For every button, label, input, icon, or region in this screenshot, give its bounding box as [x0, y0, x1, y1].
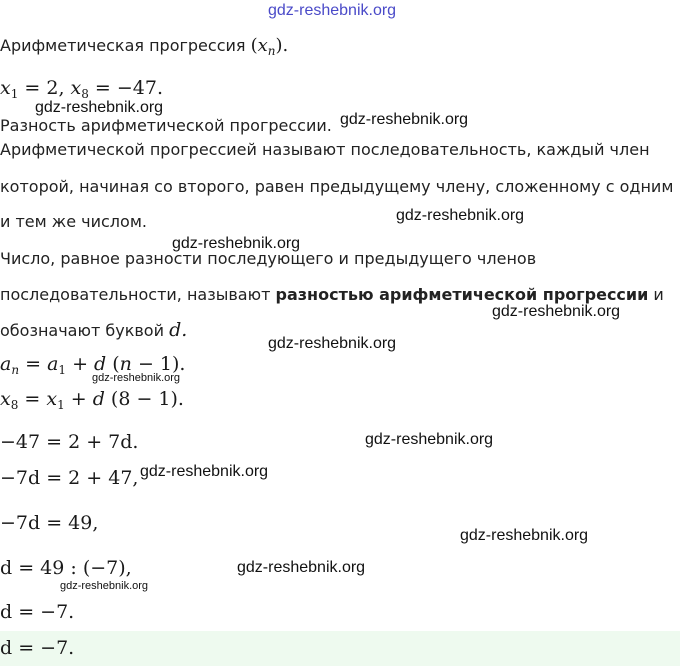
step-5: d = −7. [0, 601, 75, 623]
step-2: −7d = 2 + 47, [0, 467, 139, 489]
step-1: −47 = 2 + 7d. [0, 431, 139, 453]
difference-line-3-text: обозначают буквой [0, 321, 170, 340]
difference-line-2-start: последовательности, называют [0, 285, 276, 304]
watermark-small: gdz-reshebnik.org [92, 372, 181, 384]
definition-line-3: и тем же числом. [0, 212, 147, 231]
watermark: gdz-reshebnik.org [365, 431, 494, 448]
step-4: d = 49 : (−7), [0, 557, 132, 579]
task-text: Разность арифметической прогрессии. [0, 116, 332, 135]
watermark: gdz-reshebnik.org [172, 235, 301, 252]
difference-line-3 [0, 318, 187, 342]
formula-x8: $x_8 = x_1 + d$ (8 − 1). [0, 388, 184, 412]
watermark-top: gdz-reshebnik.org [268, 2, 397, 19]
difference-line-2-end: и [648, 285, 664, 304]
title-math: $(x_n)$. [250, 35, 289, 58]
watermark: gdz-reshebnik.org [35, 99, 164, 116]
answer-formula: d = −7. [0, 637, 75, 659]
watermark: gdz-reshebnik.org [396, 207, 525, 224]
watermark: gdz-reshebnik.org [140, 463, 269, 480]
formula-general: $a_n = a_1 + d$ (n − 1). [0, 353, 186, 377]
watermark: gdz-reshebnik.org [268, 335, 397, 352]
definition-line-2: которой, начиная со второго, равен предыдущему члену, сложенному с одним [0, 177, 674, 196]
difference-var: d. [169, 319, 188, 341]
given-condition: $x_1 = 2$, $x_8 = -47$. [0, 77, 164, 101]
watermark: gdz-reshebnik.org [340, 111, 469, 128]
definition-line-1: Арифметической прогрессией называют последовательность, каждый член [0, 140, 650, 159]
answer-box [0, 631, 680, 666]
watermark: gdz-reshebnik.org [492, 303, 621, 320]
problem-title [0, 34, 288, 58]
difference-line-1: Число, равное разности последующего и предыдущего членов [0, 249, 537, 268]
watermark-small: gdz-reshebnik.org [60, 580, 149, 592]
step-3: −7d = 49, [0, 512, 99, 534]
title-text: Арифметическая прогрессия [0, 36, 251, 55]
watermark: gdz-reshebnik.org [460, 527, 589, 544]
watermark: gdz-reshebnik.org [237, 559, 366, 576]
difference-term: разностью арифметической прогрессии [275, 285, 649, 304]
